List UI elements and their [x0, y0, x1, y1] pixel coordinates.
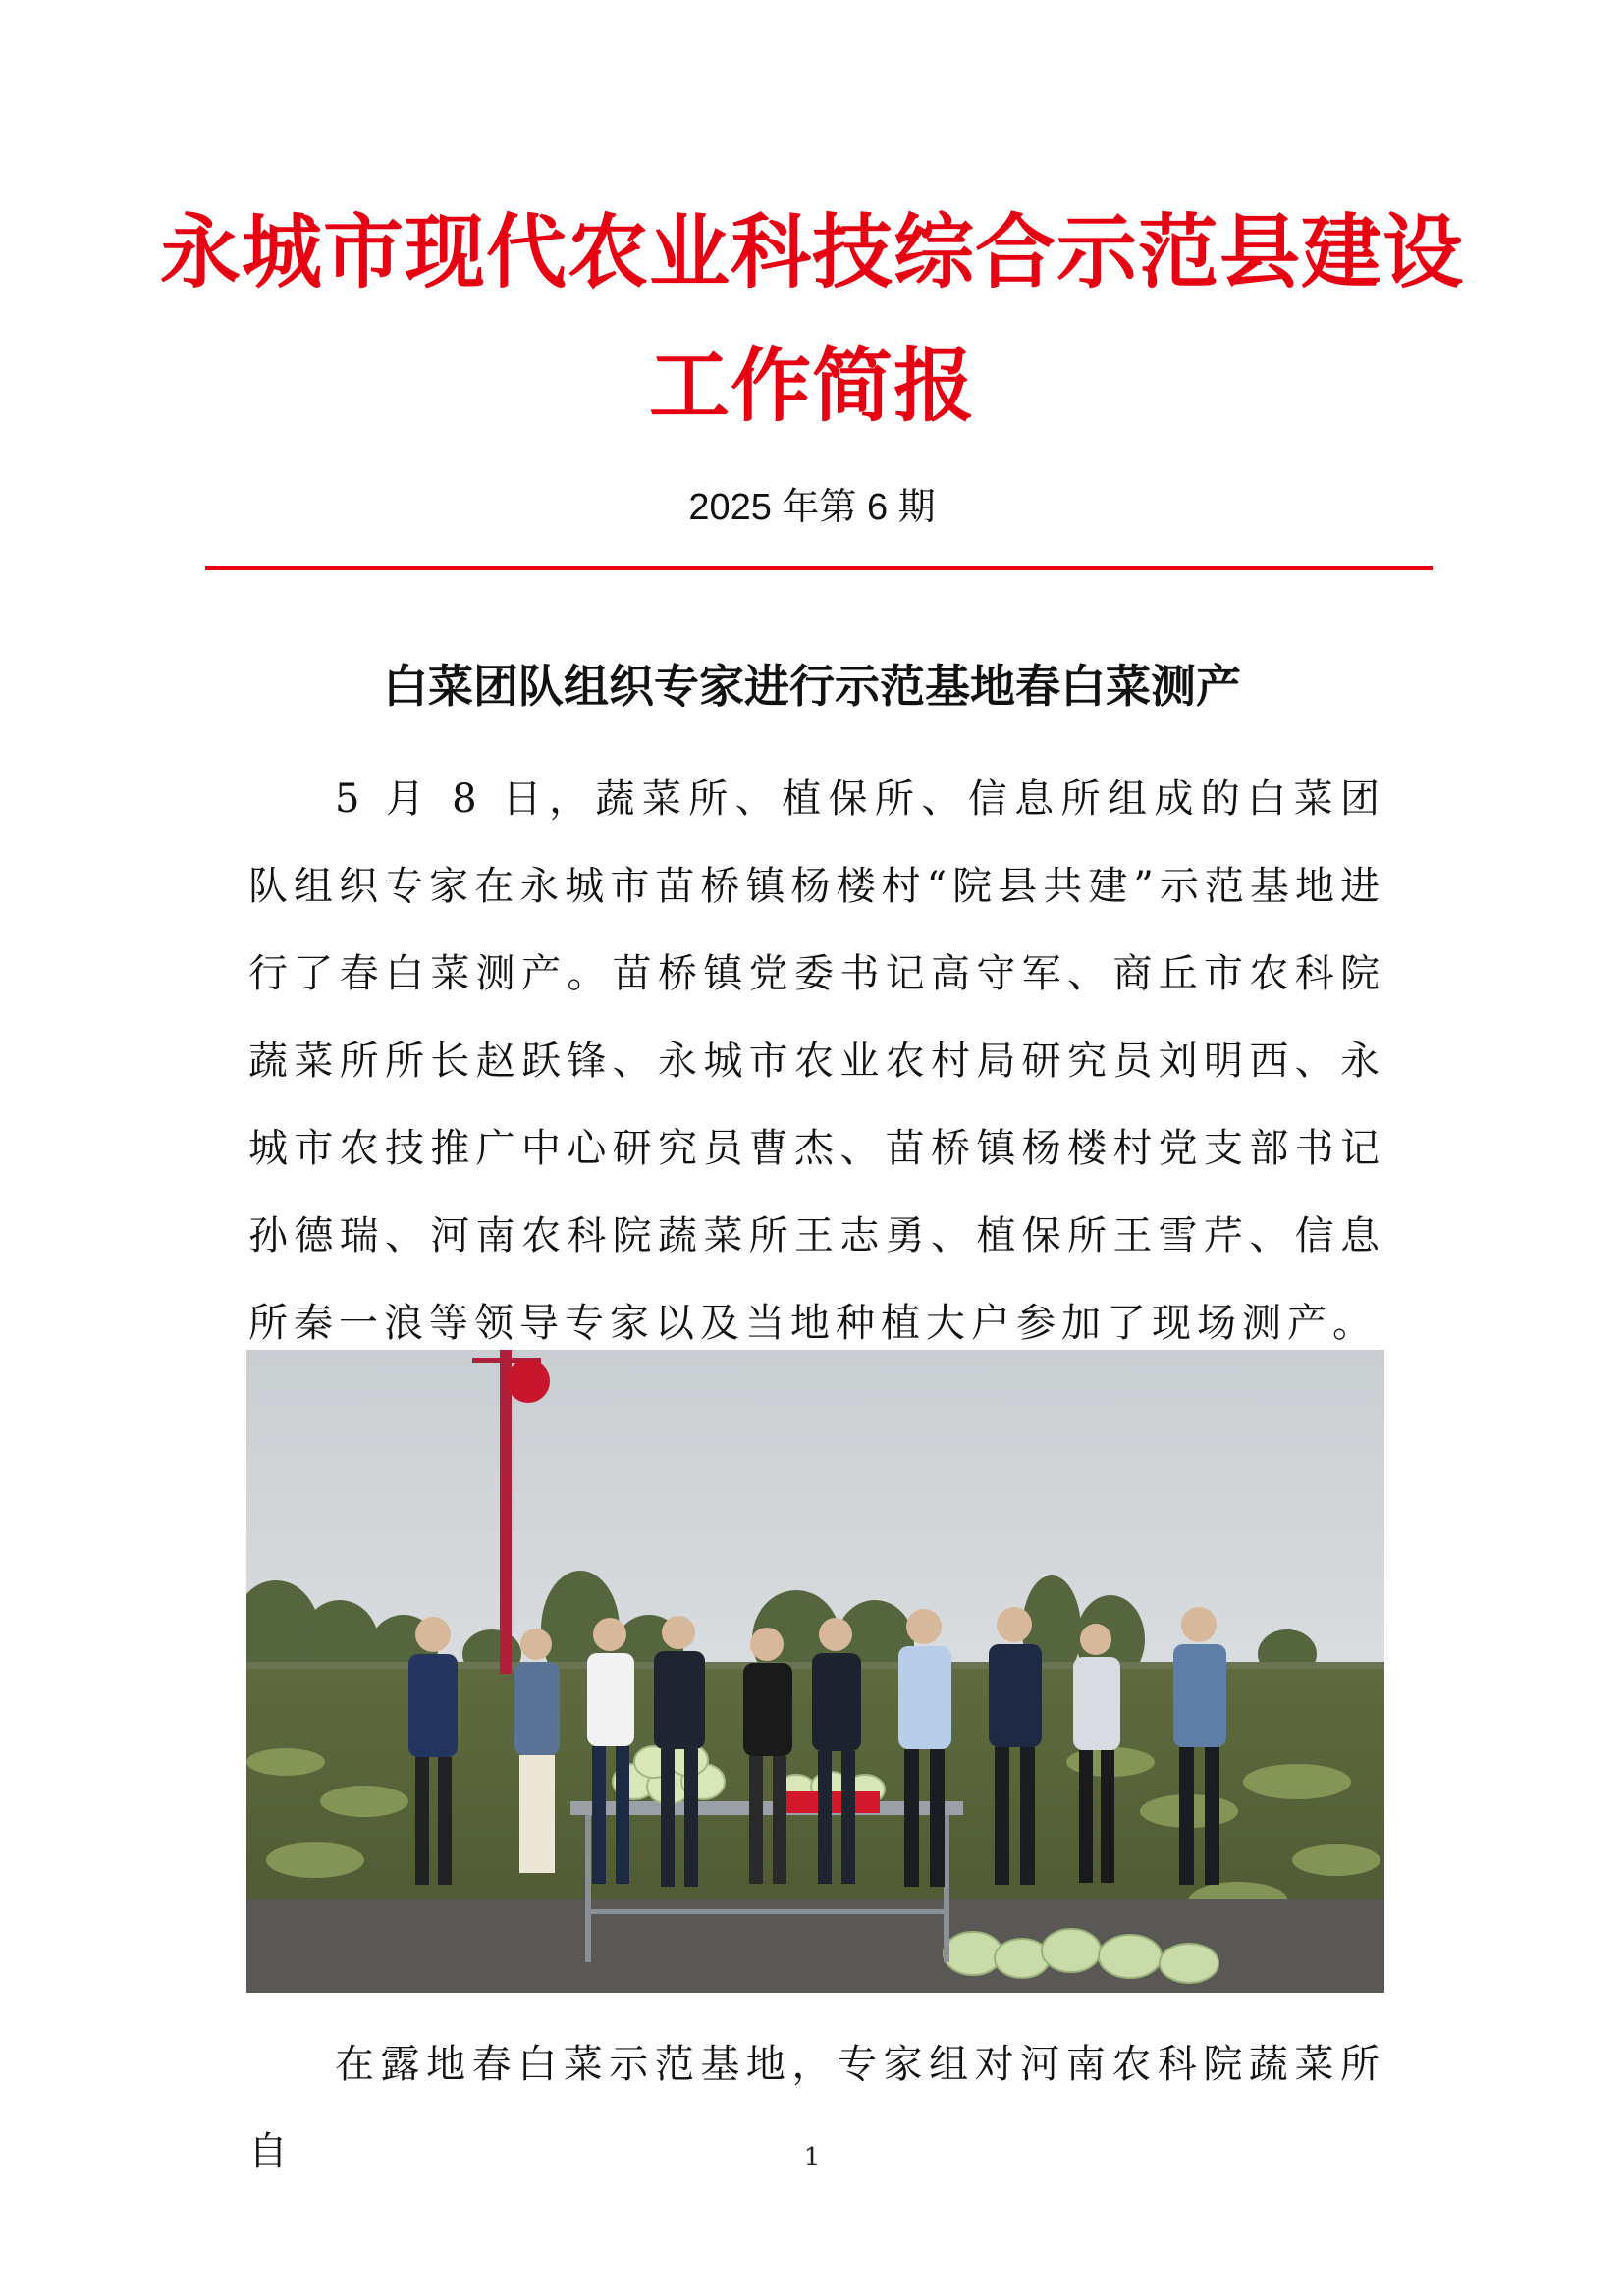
group-photo: [246, 1350, 1384, 1993]
issue-number: 2025 年第 6 期: [688, 487, 936, 528]
page-number: 1: [803, 2143, 821, 2172]
masthead-title-line2: 工作简报: [648, 339, 975, 433]
article-paragraph-1: 5 月 8 日，蔬菜所、植保所、信息所组成的白菜团队组织专家在永城市苗桥镇杨楼村“院县共建”示范基地进行了春白菜测产。苗桥镇党委书记高守军、商丘市农科院蔬菜所所长赵跃锋、永城市农业农村局研究员刘明西、永城市农技推广中心研究员曹杰、苗桥镇杨楼村党支部书记孙德瑞、河南农科院蔬菜所王志勇、植保所王雪芹、信息所秦一浪等领导专家以及当地种植大户参加了现场测产。: [248, 776, 1385, 1346]
article-paragraph-2: 在露地春白菜示范基地，专家组对河南农科院蔬菜所自: [248, 2042, 1385, 2174]
masthead-title-line1: 永城市现代农业科技综合示范县建设: [159, 205, 1464, 299]
article-title: 白菜团队组织专家进行示范基地春白菜测产: [383, 660, 1241, 713]
header-divider: [205, 566, 1433, 570]
